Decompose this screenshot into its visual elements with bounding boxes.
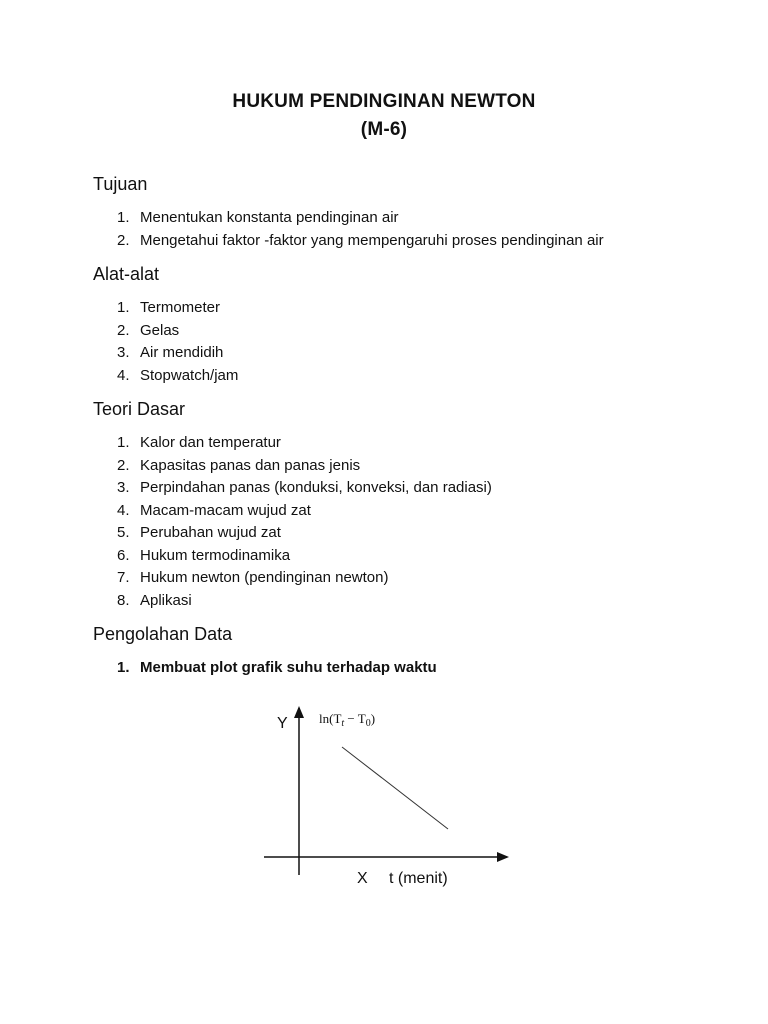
list-number: 1.	[117, 299, 130, 316]
list-text: Macam-macam wujud zat	[140, 501, 311, 519]
list-item	[117, 455, 492, 478]
list-number: 2.	[117, 456, 130, 474]
list-text: Aplikasi	[140, 591, 192, 609]
y-axis-letter: Y	[277, 715, 288, 732]
section-heading-teori: Teori Dasar	[93, 399, 186, 419]
list-text: Termometer	[140, 299, 221, 316]
list-pengolahan	[117, 657, 437, 680]
list-text: Menentukan konstanta pendinginan air	[140, 209, 399, 226]
document-code: (M-6)	[360, 119, 408, 140]
section-heading-pengolahan: Pengolahan Data	[93, 624, 233, 644]
list-number: 2.	[117, 321, 130, 339]
list-number: 6.	[117, 546, 130, 564]
list-item	[117, 207, 604, 230]
list-teori	[117, 432, 492, 612]
list-item	[117, 590, 492, 613]
list-item	[117, 297, 238, 320]
list-item	[117, 230, 604, 253]
list-text: Gelas	[140, 321, 180, 339]
temperature-time-graph	[258, 705, 518, 895]
list-text: Hukum termodinamika	[140, 546, 291, 564]
list-number: 3.	[117, 479, 130, 496]
list-number: 4.	[117, 501, 130, 519]
list-number: 1.	[117, 209, 130, 226]
list-item	[117, 657, 437, 680]
list-number: 2.	[117, 231, 130, 249]
list-number: 4.	[117, 366, 130, 384]
list-number: 5.	[117, 524, 130, 541]
list-text: Stopwatch/jam	[140, 366, 239, 384]
section-heading-alat: Alat-alat	[93, 264, 160, 284]
y-axis-quantity: $\ln(T_t - T_0)$	[319, 711, 376, 729]
list-text: Kalor dan temperatur	[140, 434, 281, 451]
list-item	[117, 500, 492, 523]
list-tujuan	[117, 207, 604, 252]
list-number: 8.	[117, 591, 130, 609]
list-item	[117, 365, 238, 388]
list-item	[117, 477, 492, 500]
x-axis-letter: X	[357, 870, 368, 887]
list-text: Air mendidih	[140, 344, 224, 361]
list-item	[117, 342, 238, 365]
list-number: 1.	[117, 659, 130, 676]
list-item	[117, 432, 492, 455]
list-text: Perpindahan panas (konduksi, konveksi, dan radiasi)	[140, 479, 492, 496]
list-item	[117, 320, 238, 343]
list-alat	[117, 297, 238, 387]
x-axis-quantity: t (menit)	[389, 870, 448, 887]
list-number: 1.	[117, 434, 130, 451]
list-number: 3.	[117, 344, 130, 361]
list-item	[117, 522, 492, 545]
list-text: Membuat plot grafik suhu terhadap waktu	[140, 659, 437, 676]
document-title: HUKUM PENDINGINAN NEWTON	[232, 91, 536, 112]
list-text: Kapasitas panas dan panas jenis	[140, 456, 361, 474]
list-item	[117, 567, 492, 590]
section-heading-tujuan: Tujuan	[93, 174, 148, 194]
list-text: Perubahan wujud zat	[140, 524, 281, 541]
data-trend-line	[342, 747, 448, 829]
list-number: 7.	[117, 569, 130, 586]
list-item	[117, 545, 492, 568]
list-text: Hukum newton (pendinginan newton)	[140, 569, 389, 586]
list-text: Mengetahui faktor -faktor yang mempengaruhi proses pendinginan air	[140, 231, 604, 249]
